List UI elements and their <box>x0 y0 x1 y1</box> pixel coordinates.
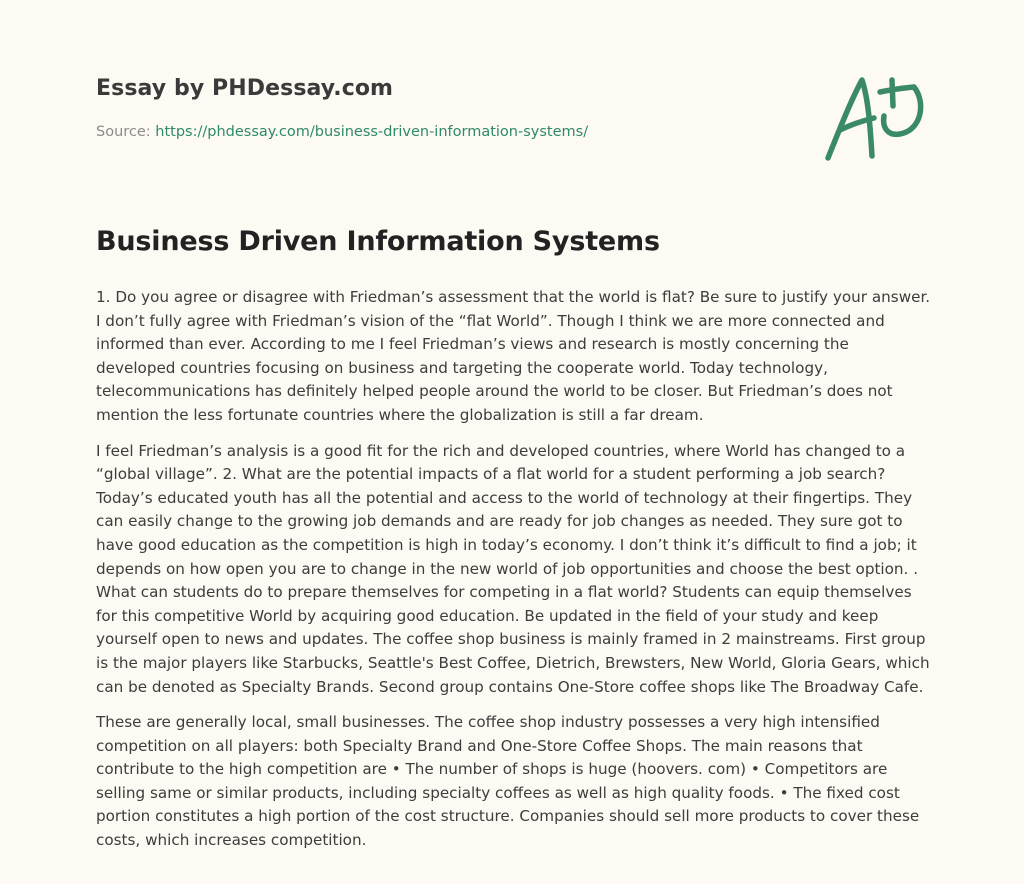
source-line <box>96 124 588 140</box>
source-link[interactable]: https://phdessay.com/business-driven-information-systems/ <box>155 124 589 140</box>
essay-body <box>96 286 932 865</box>
essay-title: Business Driven Information Systems <box>96 226 660 257</box>
a-plus-grade-icon <box>820 68 928 164</box>
essay-paragraph: I feel Friedman’s analysis is a good fit for the rich and developed countries, where World has changed to a “global village”. 2. What are the potential impacts of a flat world for a student performing a job search? Today’s educated youth has all the potential and access to the world of technology at their fingertips. They can easily change to the growing job demands and are ready for job changes as needed. They sure got to have good education as the competition is high in today’s economy. I don’t think it’s difficult to find a job; it depends on how open you are to change in the new world of job opportunities and choose the best option. . What can students do to prepare themselves for competing in a flat world? Students can equip themselves for this competitive World by acquiring good education. Be updated in the field of your study and keep yourself open to news and updates. The coffee shop business is mainly framed in 2 mainstreams. First group is the major players like Starbucks, Seattle's Best Coffee, Dietrich, Brewsters, New World, Gloria Gears, which can be denoted as Specialty Brands. Second group contains One-Store coffee shops like The Broadway Cafe. <box>96 441 930 696</box>
essay-paragraph: 1. Do you agree or disagree with Friedman’s assessment that the world is flat? Be sure to justify your answer. I don’t fully agree with Friedman’s vision of the “flat World”. Though I think we are more connected and informed than ever. According to me I feel Friedman’s views and research is mostly concerning the developed countries focusing on business and targeting the cooperate world. Today technology, telecommunications has definitely helped people around the world to be closer. But Friedman’s does not mention the less fortunate countries where the globalization is still a far dream. <box>96 288 931 424</box>
source-label: Source: <box>96 124 156 140</box>
site-title: Essay by PHDessay.com <box>96 76 394 101</box>
essay-paragraph: These are generally local, small businesses. The coffee shop industry possesses a very high intensified competition on all players: both Specialty Brand and One-Store Coffee Shops. The main reasons that contribute to the high competition are • The number of shops is huge (hoovers. com) • Competitors are selling same or similar products, including specialty coffees as well as high quality foods. • The fixed cost portion constitutes a high portion of the cost structure. Companies should sell more products to cover these costs, which increases competition. <box>96 713 920 850</box>
